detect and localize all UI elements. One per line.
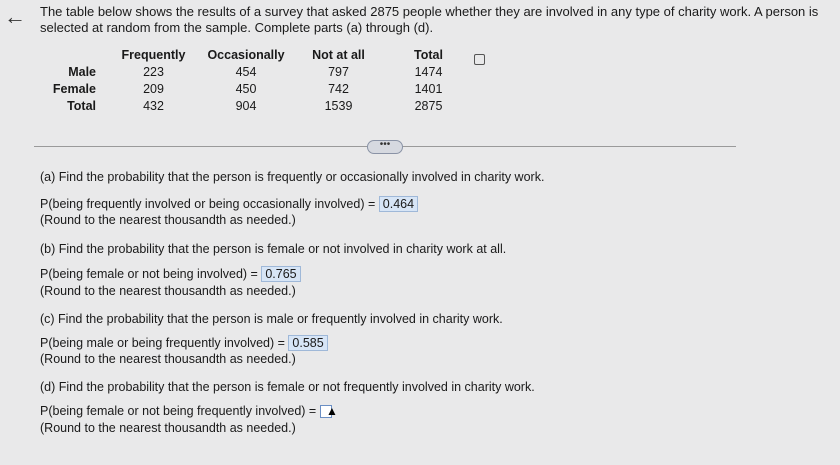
part-d-prompt-text: P(being female or not being frequently involved) = [40,404,317,418]
part-c-question: (c) Find the probability that the person is male or frequently involved in charity work. [40,312,503,326]
table-cell: 209 [143,81,164,96]
part-a-note: (Round to the nearest thousandth as needed.) [40,213,296,227]
part-b-prompt [40,266,301,282]
table-row [46,80,471,97]
row-label: Total [67,98,96,113]
table-cell: 1401 [414,81,443,96]
table-header-cell: Total [414,47,443,62]
table-header-row [46,46,471,63]
part-c-note: (Round to the nearest thousandth as needed.) [40,352,296,366]
table-row [46,63,471,80]
table-cell: 904 [235,98,257,113]
table-cell: 1539 [324,98,353,113]
row-label: Female [52,81,96,96]
table-row [46,97,471,114]
mouse-cursor-icon: ▲ [326,404,338,418]
table-cell: 450 [235,81,257,96]
part-d-note: (Round to the nearest thousandth as needed.) [40,421,296,435]
part-c-prompt-text: P(being male or being frequently involved) = [40,336,285,350]
table-cell: 797 [328,64,349,79]
table-header-cell [46,46,106,63]
part-b-prompt-text: P(being female or not being involved) = [40,267,258,281]
table-cell: 454 [235,64,257,79]
table-cell: 1474 [414,64,443,79]
copy-table-icon[interactable] [474,54,485,65]
table-cell: 2875 [414,98,443,113]
part-b-note: (Round to the nearest thousandth as needed.) [40,284,296,298]
back-arrow-icon[interactable]: ← [4,4,26,29]
part-b-question: (b) Find the probability that the person is female or not involved in charity work at all. [40,242,507,256]
part-a-question: (a) Find the probability that the person is frequently or occasionally involved in charity work. [40,170,545,184]
more-button[interactable]: ••• [367,140,403,154]
part-c-answer-field[interactable]: 0.585 [288,335,327,351]
problem-intro: The table below shows the results of a survey that asked 2875 people whether they are involved in any type of charity work. A person is selected at random from the sample. Complete parts (a) through (d). [40,4,819,35]
table-cell: 742 [328,81,349,96]
table-cell: 432 [143,98,164,113]
part-a-answer-field[interactable]: 0.464 [379,196,418,212]
table-cell: 223 [143,64,164,79]
part-a-prompt [40,196,418,212]
part-a-prompt-text: P(being frequently involved or being occasionally involved) = [40,197,376,211]
survey-table [46,46,471,114]
part-d-question: (d) Find the probability that the person is female or not frequently involved in charity work. [40,380,535,394]
table-header-cell: Not at all [312,47,365,62]
table-header-cell: Occasionally [207,47,285,62]
part-c-prompt [40,335,328,351]
row-label: Male [68,64,96,79]
table-header-cell: Frequently [121,47,186,62]
part-d-prompt [40,404,332,419]
part-b-answer-field[interactable]: 0.765 [261,266,300,282]
